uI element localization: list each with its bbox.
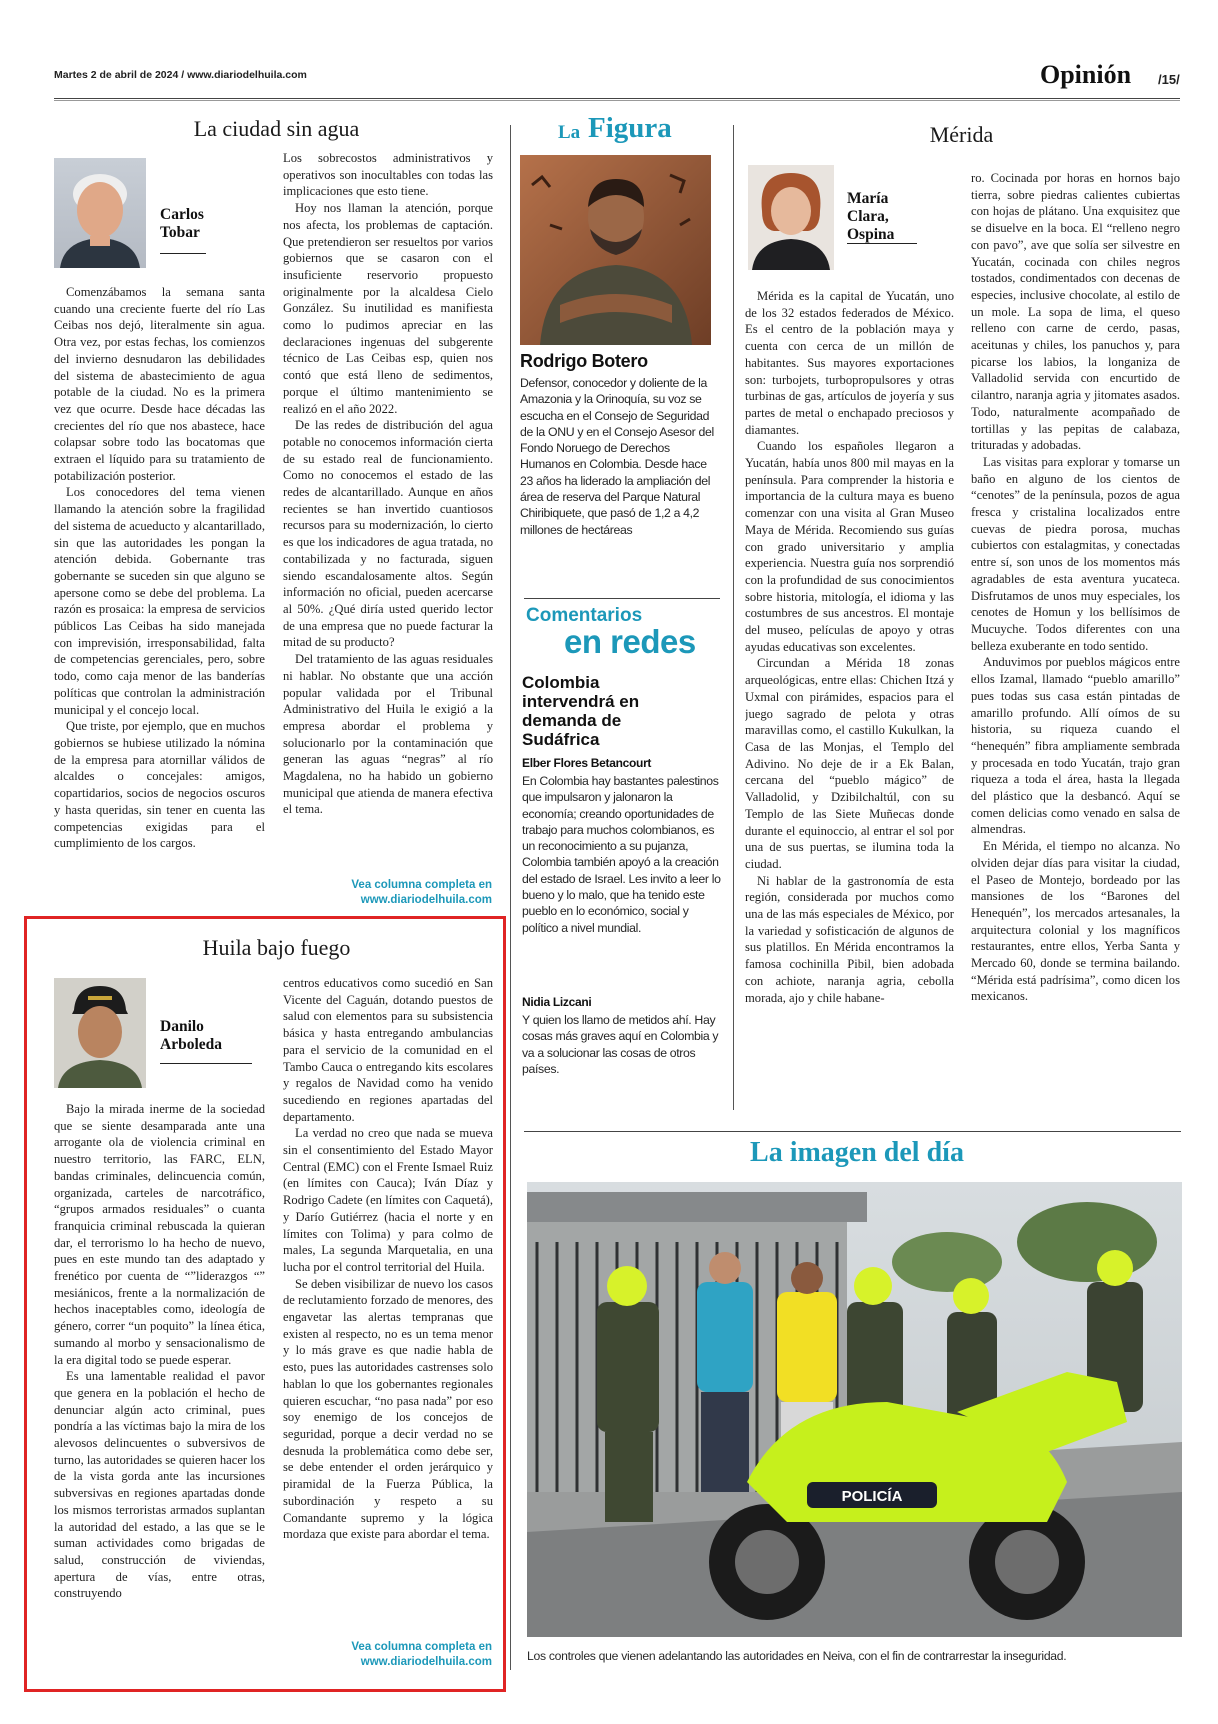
paragraph: Que triste, por ejemplo, que en muchos gobiernos se hubiese utilizado la nómina de la empresa para atornillar válidos de alcaldes o concejales: amigos, copartidarios, socios de negocios oscuros y hasta queridas, sin tener en cuenta las competencias exigidas para el cumplimiento de los cargos.: [54, 719, 265, 851]
author-photo: [54, 158, 146, 268]
figura-redes-divider: [524, 598, 720, 599]
author-name: María Clara, Ospina: [847, 190, 895, 243]
author-portrait-image: [748, 165, 834, 270]
paragraph: Del tratamiento de las aguas residuales ni hablar. No obstante que una acción popular validada por el Tribunal Administrativo del Huila le exigió a la empresa abordar el problema y solucionarlo por la contaminación que generan las aguas “negras” al río Magdalena, no ha habido un gobierno municipal que atienda de manera efectiva el tema.: [283, 652, 493, 817]
paragraph: Comenzábamos la semana santa cuando una creciente fuerte del río Las Ceibas nos dejó, literalmente sin agua. Otra vez, por estas fechas, los comienzos del invierno desnudaron las debilidades del sistema de abastecimiento de agua potable de la ciudad. No es la primera vez que ocurre. Desde hace décadas las crecientes del río que nos abastece, hace colapsar sobre todo las bocatomas que extraen el líquido para su tratamiento de potabilización posterior.: [54, 285, 265, 483]
article-body-left: [745, 288, 954, 1108]
paragraph: En Mérida, el tiempo no alcanza. No olviden dejar días para visitar la ciudad, el Paseo de Montejo, bordeado por las mansiones de los “Barones del Henequén”, los mercados artesanales, la arquitectura colonial y los magníficos restaurantes, entre ellos, Yerba Santa y Mercado 60, donde se termina bailando. “Mérida está padrísima”, como dicen los mexicanos.: [971, 839, 1180, 1004]
paragraph: De las redes de distribución del agua potable no conocemos información cierta de su estado real de funcionamiento. Como no conocemos el estado de las redes de alcantarillado. Aunque en años recientes se han invertido cuantiosos recursos para su modernización, lo cierto es que los indicadores de agua tratada, no contabilizada y no facturada, siguen siendo escandalosamente altos. Según información no oficial, pueden acercarse al 50%. ¿Qué diría usted querido lector de una empresa que no puede facturar la mitad de su producto?: [283, 418, 493, 650]
imagen-dia-title: La imagen del día: [750, 1137, 964, 1168]
comment-author: Nidia Lizcani: [522, 995, 592, 1009]
comment-text: En Colombia hay bastantes palestinos que impulsaron y jalonaron la economía; creando oportunidades de trabajo para muchos colombianos, es un reconocimiento a su pujanza, Colombia también apoyó a la creación del estado de Israel. Les invito a leer lo bueno y lo malo, que ha tenido este pueblo en lo económico, social y político a nivel mundial.: [522, 774, 721, 935]
figura-portrait-image: [520, 155, 711, 345]
article-body-left: [54, 1101, 265, 1668]
author-photo: [748, 165, 834, 270]
author-photo: [54, 978, 146, 1088]
paragraph: Los sobrecostos administrativos y operativos son inocultables con todas las implicaciones que esto tiene.: [283, 151, 493, 199]
redes-headline: Colombia intervendrá en demanda de Sudáfrica: [522, 673, 640, 749]
paragraph: La verdad no creo que nada se mueva sin el consentimiento del Estado Mayor Central (EMC) con el Frente Ismael Ruiz (en límites con Cauca); Iván Díaz y Rodrigo Cadete (en límites con Caquetá), y Darío Gutiérrez (hacia el norte y en límites con Tolima) y para colmo de males, La segunda Marquetalia, en una lucha por el control territorial del Huila.: [283, 1126, 493, 1274]
full-column-link[interactable]: Vea columna completa en www.diariodelhuila.com: [351, 1641, 492, 1668]
paragraph: Es una lamentable realidad el pavor que genera en la población el hecho de denunciar algún acto criminal, pues pondría a las víctimas bajo la mira de los alevosos delincuentes o subversivos de turno, las autoridades se quieren hacer los de la vista gorda ante las incursiones subversivas en regiones apartadas donde los mismos terroristas armados suplantan la autoridad del estado, a las que se le suman actividades como brigadas de salud, construcción de viviendas, apertura de vías, entre otras, construyendo: [54, 1369, 265, 1601]
redes-title-big: en redes: [564, 623, 696, 660]
section-title: Opinión: [1040, 60, 1132, 89]
article-title: Huila bajo fuego: [202, 935, 351, 960]
paragraph: Los conocedores del tema vienen llamando la atención sobre la fragilidad del sistema de acueducto y alcantarillado, sin que las autoridades les pongan la atención debida. Gobernante tras gobernante se suceden sin que alguno se apersone como se debe del problema. La razón es prosaica: la empresa de servicios públicos Las Ceibas ha sido manejada con imprevisión, irresponsabilidad, falta de competencias gerenciales, pero, sobre todo, como caja menor de las banderías políticas que controlan la administración municipal y el concejo local.: [54, 485, 265, 717]
police-checkpoint-image: [527, 1182, 1182, 1637]
author-rule: [847, 243, 917, 244]
paragraph: Cuando los españoles llegaron a Yucatán, había unos 800 mil mayas en la península. Para comprender la historia e importancia de la cultura maya es bueno comenzar con una visita al Gran Museo Maya de Mérida. Recomiendo sus guías con grado universitario y amplia experiencia. Nuestra guía nos sorprendió con la profundidad de sus conocimientos sobre historia, mitología, el idioma y las costumbres de sus ancestros. El montaje del museo, películas de apoyo y otras ayudas educativas son excelentes.: [745, 439, 954, 654]
author-rule: [160, 253, 206, 254]
article-title: La ciudad sin agua: [193, 116, 360, 141]
paragraph: Circundan a Mérida 18 zonas arqueológicas, entre ellas: Chichen Itzá y Uxmal con pirámides, espacios para el juego sagrado de pelota y otras maravillas como, el castillo Kukulkan, la Casa de las Monjas, el Templo del Adivino. No deje de ir a Ek Balan, cercana del “pueblo mágico” de Valladolid, y Dzibilchaltúl, con su Templo de las Siete Muñecas donde durante el equinoccio, al entrar el sol por una de sus puertas, se ilumina toda la ciudad.: [745, 656, 954, 871]
figura-la-label: La: [558, 122, 581, 143]
header-date-site: Martes 2 de abril de 2024 / www.diariodelhuila.com: [54, 69, 307, 81]
imagen-dia-caption: Los controles que vienen adelantando las autoridades en Neiva, con el fin de contrarrestar la inseguridad.: [527, 1649, 1067, 1663]
article-body-left: [54, 284, 265, 904]
paragraph: Mérida es la capital de Yucatán, uno de los 32 estados federados de México. Es el centro de la población maya y cuenta con cerca de un millón de habitantes. Sus mayores exportaciones son: turbojets, turbopropulsores y otras turbinas de gas, artículos de joyería y sus partes de metal o enchapado preciosos y diamantes.: [745, 289, 954, 437]
paragraph: Se deben visibilizar de nuevo los casos de reclutamiento forzado de menores, des engavetar las alertas tempranas que existen al respecto, no es un tema menor y lo más grave es que nadie habla de esto, pues las autoridades castrenses solo hablan lo que los gobernantes regionales quieren escuchar, “no pasa nada” por eso soy enemigo de los concejos de seguridad, porque a decir verdad no se desnuda la problemática como debe ser, se debe entender el orden jerárquico y piramidal de la Fuerza Pública, la subordinación y respeto a su Comandante supremo y la lógica mordaza que existe para abordar el tema.: [283, 1276, 493, 1542]
column-divider-right: [733, 125, 734, 1110]
figura-photo: [520, 155, 711, 345]
comment-text: Y quien los llamo de metidos ahí. Hay cosas más graves aquí en Colombia y va a solucionar las cosas de otros países.: [522, 1013, 719, 1076]
moto-police-label: POLICÍA: [841, 1488, 903, 1505]
header-rule-thin: [54, 100, 1180, 101]
author-name: Carlos Tobar: [160, 206, 204, 241]
article-body-right: [283, 975, 493, 1635]
article-title: Mérida: [929, 122, 994, 147]
paragraph: Anduvimos por pueblos mágicos entre ellos Izamal, llamado “pueblo amarillo” pues todas sus casa están pintadas de amarillo profundo. Allí oímos de su historia, su riqueza cuando el “henequén” fibra ampliamente sembrada y procesada en todo Yucatán, trajo gran riqueza a toda el área, hasta la llegada del plástico que la desbancó. Aquí se comen delicias como venado en salsa de almendras.: [971, 655, 1180, 837]
paragraph: centros educativos como sucedió en San Vicente del Caguán, dotando puestos de salud con elementos para su subsistencia básica y hasta entregando ambulancias para el servicio de la comunidad en el Tambo Cauca o entregando kits escolares y regalos de Navidad como ha venido sucediendo en regiones apartadas del departamento.: [283, 976, 493, 1124]
figura-name: Rodrigo Botero: [520, 351, 648, 371]
article-body-right: [971, 170, 1180, 1110]
article-body-right: [283, 150, 493, 857]
imagen-dia-photo: [527, 1182, 1182, 1637]
author-name: Danilo Arboleda: [160, 1018, 222, 1053]
author-rule: [160, 1063, 252, 1064]
paragraph: Bajo la mirada inerme de la sociedad que se siente desamparada ante una arrogante ola de violencia criminal en nuestro territorio, las FARC, ELN, bandas criminales, delincuencia común, organizada, carteles de narcotráfico, “grupos armados residuales” o cuanta franquicia criminal rebuscada la quieran dar, el terrorismo lo ha hecho de nuevo, pues en este mundo tan des adaptado y frenético por cuenta de “”liderazgos “” mesiánicos, frente a la normalización de hechos inaceptables como, ideología de género, correr “un poquito” la línea ética, sumando al morbo y sensacionalismo de la era digital todo se puede esperar.: [54, 1102, 265, 1367]
full-column-link[interactable]: Vea columna completa en www.diariodelhuila.com: [351, 879, 492, 906]
author-portrait-image: [54, 158, 146, 268]
paragraph: Las visitas para explorar y tomarse un baño en alguno de los cientos de “cenotes” de la península, pozos de agua fresca y cristalina localizados entre cuevas de piedra porosa, muchas cubiertos con estalagmitas, y conectadas entre sí, son unos de los momentos más agradables de esta aventura yucateca. Disfrutamos de unos muy especiales, los cenotes de Homun y los bellísimos de Mucuyche. Todos diferentes con una belleza exuberante en todo sentido.: [971, 454, 1180, 653]
page-number: /15/: [1158, 72, 1180, 87]
author-portrait-image: [54, 978, 146, 1088]
column-divider-left: [510, 125, 511, 1670]
figura-description: Defensor, conocedor y doliente de la Amazonia y la Orinoquía, su voz se escucha en el Consejo de Seguridad de la ONU y en el Consejo Asesor del Fondo Noruego de Derechos Humanos en Colombia. Desde hace 23 años ha liderado la ampliación del área de reserva del Parque Natural Chiribiquete, que pasó de 1,2 a 4,2 millones de hectáreas: [520, 376, 714, 537]
figura-title: Figura: [588, 112, 672, 144]
redes-title-top: Comentarios: [526, 605, 643, 626]
comment-author: Elber Flores Betancourt: [522, 756, 652, 770]
paragraph: Ni hablar de la gastronomía de esta región, considerada por muchos como una de las más especiales de México, por la variedad y sofisticación de algunos de sus platillos. En Mérida encontramos la famosa cochinilla Pibil, bien adobada con achiote, naranja agria, cebolla morada, ajo y chile habane-: [745, 873, 954, 1005]
header-rule: [54, 98, 1180, 99]
paragraph: Hoy nos llaman la atención, porque nos afecta, los problemas de captación. Que pretendieron ser resueltos por varios gobiernos que se casaron con el insuficiente reservorio propuesto originalmente por la alcaldesa Cielo González. Su inutilidad es manifiesta como lo pudimos apreciar en las declaraciones ingenuas del subgerente técnico de Las Ceibas esp, quien nos contó que está lleno de sedimentos, porque el último mantenimiento se realizó en el año 2022.: [283, 201, 493, 416]
paragraph: ro. Cocinada por horas en hornos bajo tierra, sobre piedras calientes cubiertas con hojas de plátano. Una exquisitez que se disuelve en la boca. El “relleno negro con pavo”, ave que solía ser silvestre en Yucatán, cocinada con chiles negros tostados, condimentados con decenas de especies, inclusive chocolate, al estilo de un mole. La sopa de lima, el queso relleno con carne de cerdo, pasas, aceitunas y chiles, los panuchos y, para picarse los labios, la longaniza de Valladolid servida con encurtido de cilantro, naranja agria y jitomates asados. Todo, naturalmente acompañado de tortillas y las pepitas de calabaza, trituradas y adobadas.: [971, 171, 1180, 453]
imagen-dia-top-rule: [524, 1131, 1181, 1132]
